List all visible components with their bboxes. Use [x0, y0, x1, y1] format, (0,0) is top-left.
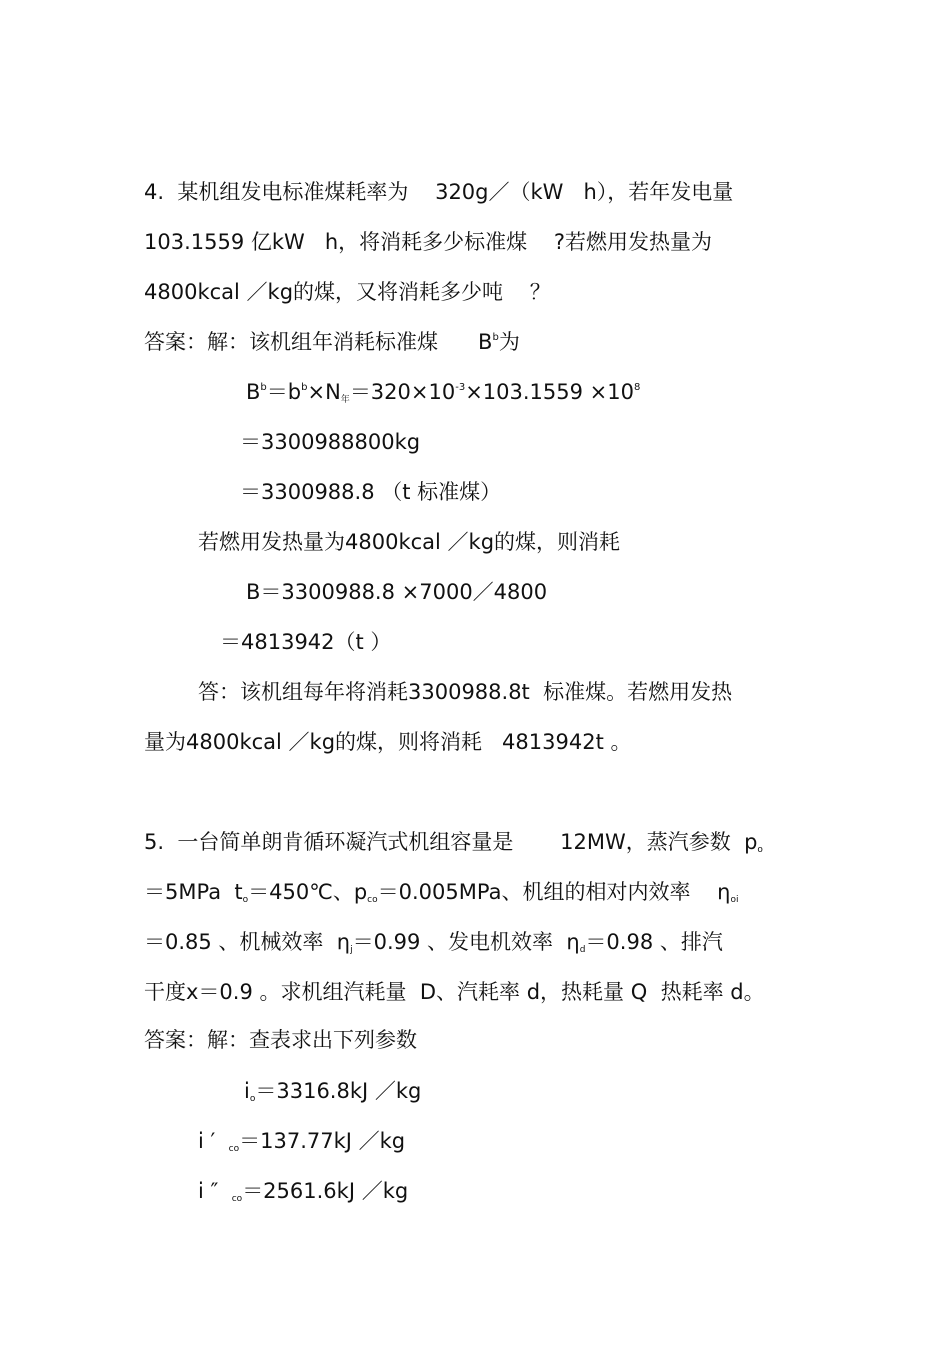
formula-part: ×N [307, 380, 341, 404]
q5-text: ＝5MPa t [144, 880, 243, 904]
q5-question-line-3 [144, 928, 723, 956]
subscript: d [579, 945, 586, 955]
q4-answer-text: 为 [498, 330, 520, 354]
superscript: b [301, 382, 308, 393]
q5-question-line-2 [144, 878, 739, 906]
param-part: i ″ [198, 1179, 232, 1203]
subscript: j [350, 945, 353, 955]
q4-if-line: 若燃用发热量为4800kcal ／kg的煤，则消耗 [198, 530, 621, 554]
q4-answer-intro [144, 328, 520, 356]
q5-param-2 [198, 1127, 405, 1155]
q5-text: ＝0.85 、机械效率 η [144, 930, 351, 954]
q5-text: ＝0.99 、发电机效率 η [352, 930, 580, 954]
q5-question-line-1 [144, 828, 763, 856]
subscript: co [228, 1144, 240, 1154]
q4-formula-2: ＝3300988800kg [240, 430, 421, 454]
q5-text: ＝0.98 、排汽 [585, 930, 723, 954]
q4-final-answer-1: 答：该机组每年将消耗3300988.8t 标准煤。若燃用发热 [198, 680, 733, 704]
formula-part: B [246, 380, 261, 404]
param-part: i ′ [198, 1129, 229, 1153]
q4-formula-5: ＝4813942（t ） [220, 630, 392, 654]
subscript: co [231, 1194, 243, 1204]
formula-part: ＝b [266, 380, 302, 404]
subscript: o [242, 895, 249, 905]
param-part: ＝137.77kJ ／kg [239, 1129, 406, 1153]
q4-question-line-3: 4800kcal ／kg的煤，又将消耗多少吨 ？ [144, 280, 551, 304]
q4-question-line-1: 4. 某机组发电标准煤耗率为 320g／（kW h），若年发电量 [144, 180, 734, 204]
param-part: ＝3316.8kJ ／kg [255, 1079, 422, 1103]
superscript: b [260, 382, 267, 393]
q5-answer-intro: 答案：解：查表求出下列参数 [144, 1028, 417, 1052]
superscript: b [492, 332, 499, 343]
q4-formula-1 [246, 378, 640, 406]
param-part: i [244, 1079, 250, 1103]
q5-text: ＝450℃、p [248, 880, 368, 904]
subscript: 年 [340, 395, 350, 405]
param-part: ＝2561.6kJ ／kg [242, 1179, 409, 1203]
subscript: o [757, 845, 763, 855]
q5-param-3 [198, 1177, 408, 1205]
subscript: oi [730, 895, 739, 905]
formula-part: ＝320×10 [349, 380, 456, 404]
subscript: co [367, 895, 378, 905]
q4-formula-4: B＝3300988.8 ×7000／4800 [246, 580, 548, 604]
q4-formula-3: ＝3300988.8 （t 标准煤） [240, 480, 502, 504]
superscript: 8 [634, 382, 641, 393]
q4-final-answer-2: 量为4800kcal ／kg的煤，则将消耗 4813942t 。 [144, 730, 632, 754]
q4-answer-text: 答案：解：该机组年消耗标准煤 B [144, 330, 493, 354]
q5-question-line-4: 干度x＝0.9 。求机组汽耗量 D、汽耗率 d，热耗量 Q 热耗率 d。 [144, 980, 765, 1004]
q4-question-line-2: 103.1559 亿kW h，将消耗多少标准煤 ?若燃用发热量为 [144, 230, 712, 254]
q5-text: ＝0.005MPa、机组的相对内效率 η [377, 880, 731, 904]
superscript: -3 [455, 382, 466, 393]
q5-text: 5. 一台简单朗肯循环凝汽式机组容量是 12MW，蒸汽参数 p [144, 830, 758, 854]
q5-param-1 [244, 1077, 421, 1105]
formula-part: ×103.1559 ×10 [465, 380, 634, 404]
subscript: o [249, 1094, 256, 1104]
